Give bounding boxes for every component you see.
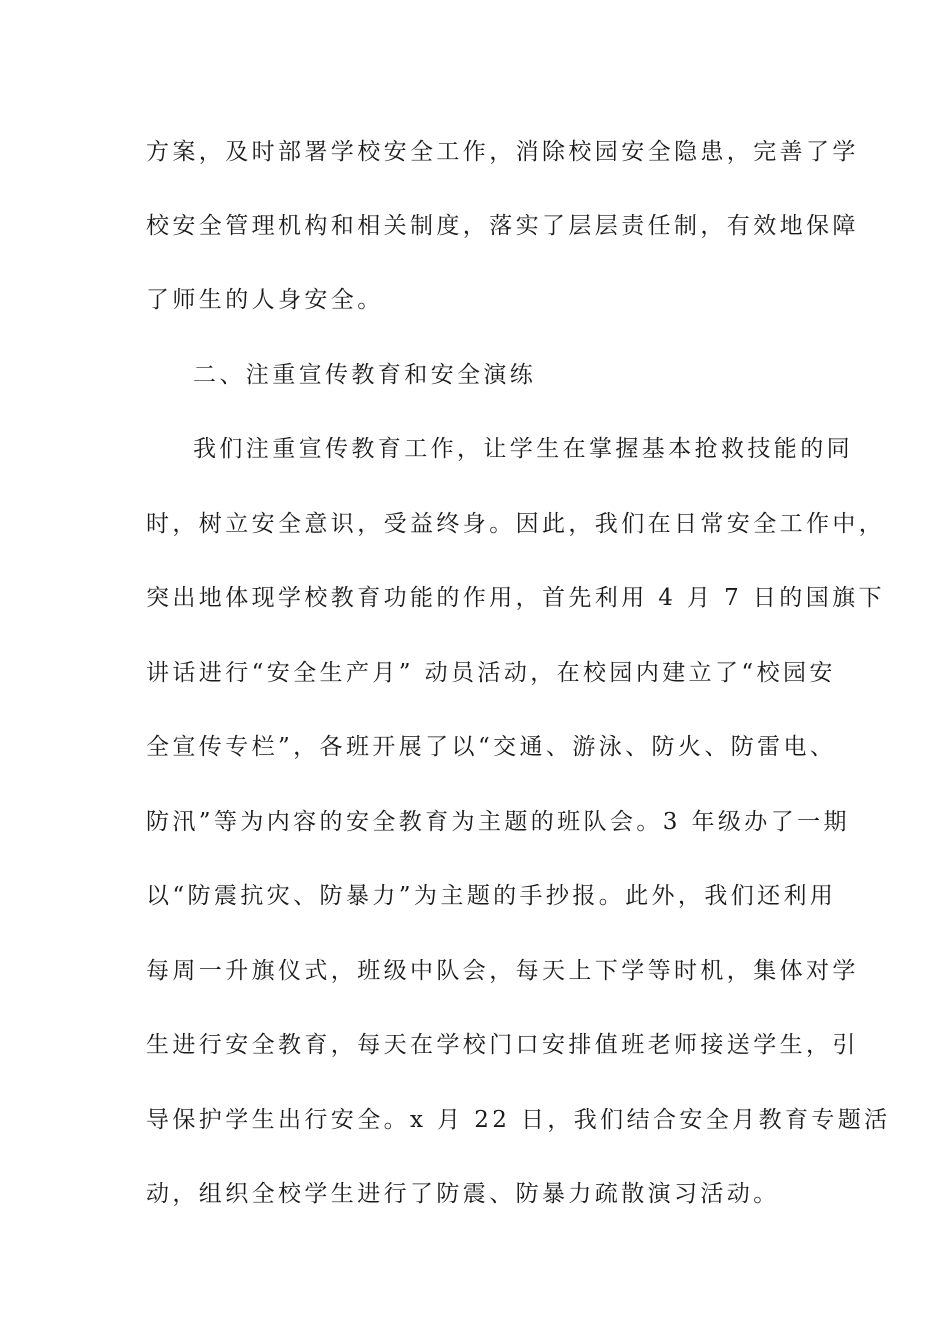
paragraph-line: 讲话进行“安全生产月” 动员活动，在校园内建立了“校园安 <box>146 660 836 686</box>
paragraph-line: 以“防震抗灾、防暴力”为主题的手抄报。此外，我们还利用 <box>146 883 837 909</box>
section-heading: 二、注重宣传教育和安全演练 <box>193 362 537 388</box>
paragraph-line: 防汛”等为内容的安全教育为主题的班队会。3 年级办了一期 <box>146 809 850 835</box>
paragraph-line: 动，组织全校学生进行了防震、防暴力疏散演习活动。 <box>146 1181 780 1207</box>
paragraph-line: 方案，及时部署学校安全工作，消除校园安全隐患，完善了学 <box>146 139 859 165</box>
paragraph-line: 校安全管理机构和相关制度，落实了层层责任制，有效地保障 <box>146 213 859 239</box>
paragraph-line: 导保护学生出行安全。x 月 22 日，我们结合安全月教育专题活 <box>146 1107 891 1133</box>
paragraph-line: 突出地体现学校教育功能的作用，首先利用 4 月 7 日的国旗下 <box>146 585 885 611</box>
paragraph-line: 生进行安全教育，每天在学校门口安排值班老师接送学生，引 <box>146 1032 859 1058</box>
paragraph-line: 了师生的人身安全。 <box>146 287 384 313</box>
paragraph-line: 我们注重宣传教育工作，让学生在掌握基本抢救技能的同 <box>193 436 853 462</box>
paragraph-line: 时，树立安全意识，受益终身。因此，我们在日常安全工作中， <box>146 511 886 537</box>
paragraph-line: 全宣传专栏”，各班开展了以“交通、游泳、防火、防雷电、 <box>146 734 837 760</box>
paragraph-line: 每周一升旗仪式，班级中队会，每天上下学等时机，集体对学 <box>146 958 859 984</box>
